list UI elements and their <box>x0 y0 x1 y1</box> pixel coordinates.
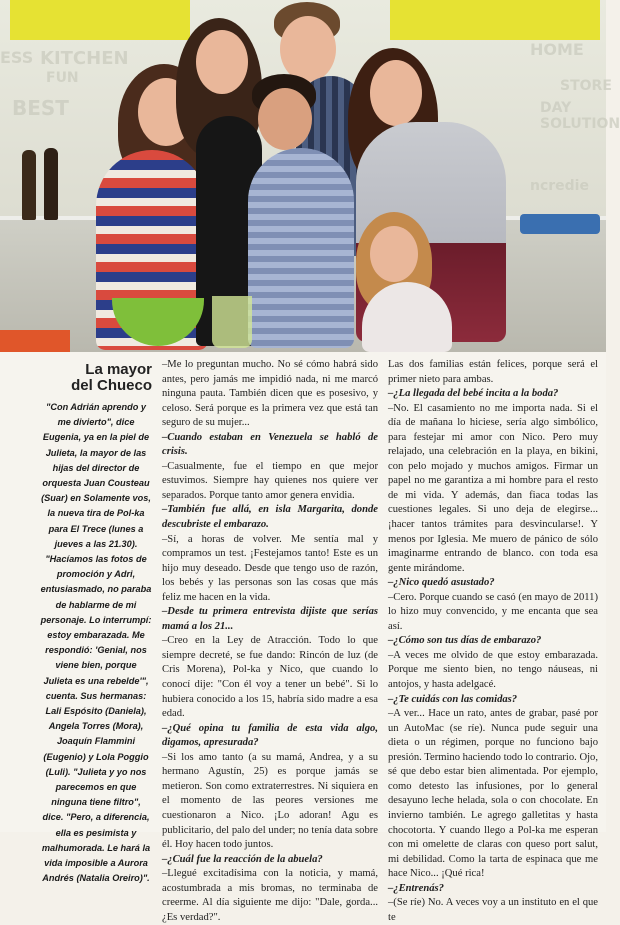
face <box>196 30 248 94</box>
wall-lettering: BEST <box>12 96 69 120</box>
interview-answer: –A veces me olvido de que estoy embarazada. Porque me siento bien, no tengo náuseas, ni antojos, y hasta adelgacé. <box>388 649 598 691</box>
wall-lettering: KITCHEN <box>40 48 129 69</box>
interview-question: –Desde tu primera entrevista dijiste que serías mamá a los 21... <box>162 606 378 632</box>
yellow-cabinet <box>390 0 600 40</box>
sidebar-text: "Con Adrián aprendo y me divierto", dice Eugenia, ya en la piel de Julieta, la mayor de las hijas del director de orquesta Juan Cousteau (Suar) en Solamente vos, la nueva tira de Pol-ka para El Trece (lunes a jueves a las 21.30). "Hacíamos las fotos de promoción y Adri, entusiasmado, no paraba de hablarme de mi personaje. Lo interrumpí: estoy embarazada. Me respondió: 'Genial, nos viene bien, porque Julieta es una rebelde'", cuenta. Sus hermanas: Lali Espósito (Daniela), Angela Torres (Mora), Joaquín Flammini (Eugenio) y Lola Poggio (Luli). "Julieta y yo nos parecemos en que ninguna tiene filtro", dice. "Pero, a diferencia, ella es pesimista y malhumorada. Le hará la vida imposible a Aurora Andrés (Natalia Oreiro)". <box>40 402 152 884</box>
interview-answer: –Casualmente, fue el tiempo en que mejor estuvimos. Siempre hay quienes nos quiere ver separados. Porque tanto amor genera envidia. <box>162 460 378 501</box>
interview-answer: –Sí, a horas de volver. Me sentía mal y compramos un test. ¡Festejamos tanto! Este es un hijo muy deseado. Desde que tengo uso de razón, los bebés y las personas son las cosas que más feliz me hacen en la vida. <box>162 533 378 603</box>
interview-question: –¿Nico quedó asustado? <box>388 577 495 589</box>
interview-question: –¿Cuál fue la reacción de la abuela? <box>162 853 323 865</box>
interview-answer: –Llegué excitadísima con la noticia, y mamá, acostumbrada a mis bromas, no terminaba de creerme. Al día siguiente me dijo: "Dale, gorda... ¿Es verdad?". <box>162 868 378 923</box>
person-boy <box>248 148 354 348</box>
interview-answer: –Me lo preguntan mucho. No sé cómo habrá sido antes, pero jamás me impidió nada, ni me marcó ninguna pauta. También dicen que es posesivo, y celoso. Será porque es la primera vez que está tan seguro de su mujer... <box>162 359 378 429</box>
wall-lettering: ncredie <box>530 178 589 194</box>
cover-photo <box>0 0 620 352</box>
yellow-cabinet <box>10 0 190 40</box>
wall-lettering: FUN <box>46 70 79 86</box>
sidebar-box <box>40 362 152 887</box>
interview-question: –¿Qué opina tu familia de esta vida algo, digamos, apresurada? <box>162 722 378 749</box>
sidebar-title-line: La mayor <box>85 361 152 378</box>
face <box>370 226 418 282</box>
interview-answer: –A ver... Hace un rato, antes de grabar, pasé por un AutoMac (se ríe). Nunca pude seguir una dieta o un régimen, porque no funciono bajo presión. Termino haciendo todo lo contrario. Ojo, sé que debo estar bien alimentada. Por ejemplo, como detesto las infusiones, por lo general desayuno leche helada, sola o con chocolate. En invierno también. Le agrego galletitas y hasta chocotorta. Y cuando llego a Pol-ka me esperan con mi omelette de claras con queso port salut, mi debilidad. Como la tarta de espinaca que me hace Nico... ¡Qué rica! <box>388 708 599 880</box>
sidebar-title-line: del Chueco <box>71 377 152 394</box>
interview-answer: –Si los amo tanto (a su mamá, Andrea, y a su hermano Agustín, 25) es porque jamás se metieron. Son como extraterrestres. Ni siquiera en el momento de las peores versiones me cuestionaron a Nico. ¡Lo adoran! Agu es publicitario, del palo del under; no tenía data sobre él. Hoy hacen todo juntos. <box>162 751 378 851</box>
interview-answer: –Cero. Porque cuando se casó (en mayo de 2011) lo hizo muy convencido, y me encanta que sea así. <box>388 591 598 632</box>
wall-lettering: HOME <box>530 40 584 59</box>
face <box>280 16 336 82</box>
wine-bottle <box>44 148 58 220</box>
interview-question: –¿Entrenás? <box>388 882 444 894</box>
wall-lettering: ESS <box>0 48 34 67</box>
interview-answer: –No. El casamiento no me importa nada. Si el día de mañana lo hiciese, sería algo simbólico, para festejar mi amor con Nico. Pero muy relajado, una celebración en la playa, en bikini, con pelo mojado y muchos amigos. Firmar un papel no me garantiza a mi hombre para el resto de mi vida. Y además, dan fiaca todas las cuestiones legales. Si uno deja de elegirse... ¡hacer tantos trámites para desvincularse!. Y menos por Iglesia. Me muero de pánico de sólo imaginarme entrando de blanco. con toda esa gente mirándome. <box>388 402 598 574</box>
face <box>258 88 312 150</box>
article-column-2 <box>388 358 598 925</box>
interview-question: –También fue allá, en isla Margarita, donde descubriste el embarazo. <box>162 504 378 531</box>
interview-answer: –Creo en la Ley de Atracción. Todo lo que siempre decreté, se fue dando: Rincón de luz (de Cris Morena), Pol-ka y Nico, que cuando lo conocí dije: "Con él voy a tener un bebé". Si lo hubiera conocido a los 15, habría sido madre a esa edad. <box>162 635 378 720</box>
orange-object <box>0 330 70 352</box>
interview-question: –¿Te cuidás con las comidas? <box>388 693 518 705</box>
interview-answer: –(Se ríe) No. A veces voy a un instituto en el que te <box>388 897 598 923</box>
face <box>370 60 422 126</box>
interview-question: –Cuando estaban en Venezuela se habló de crisis. <box>162 431 378 458</box>
green-glass <box>212 296 252 348</box>
wall-lettering: DAY <box>540 100 572 116</box>
interview-question: –¿Cómo son tus días de embarazo? <box>388 635 542 647</box>
wine-bottle <box>22 150 36 220</box>
wall-lettering: STORE <box>560 78 612 94</box>
wall-lettering: SOLUTION <box>540 116 620 132</box>
article-column-1 <box>162 358 378 925</box>
interview-answer: Las dos familias están felices, porque será el primer nieto para ambas. <box>388 359 598 385</box>
sidebar-title <box>40 362 152 394</box>
interview-question: –¿La llegada del bebé incita a la boda? <box>388 388 559 400</box>
blue-towel <box>520 214 600 234</box>
